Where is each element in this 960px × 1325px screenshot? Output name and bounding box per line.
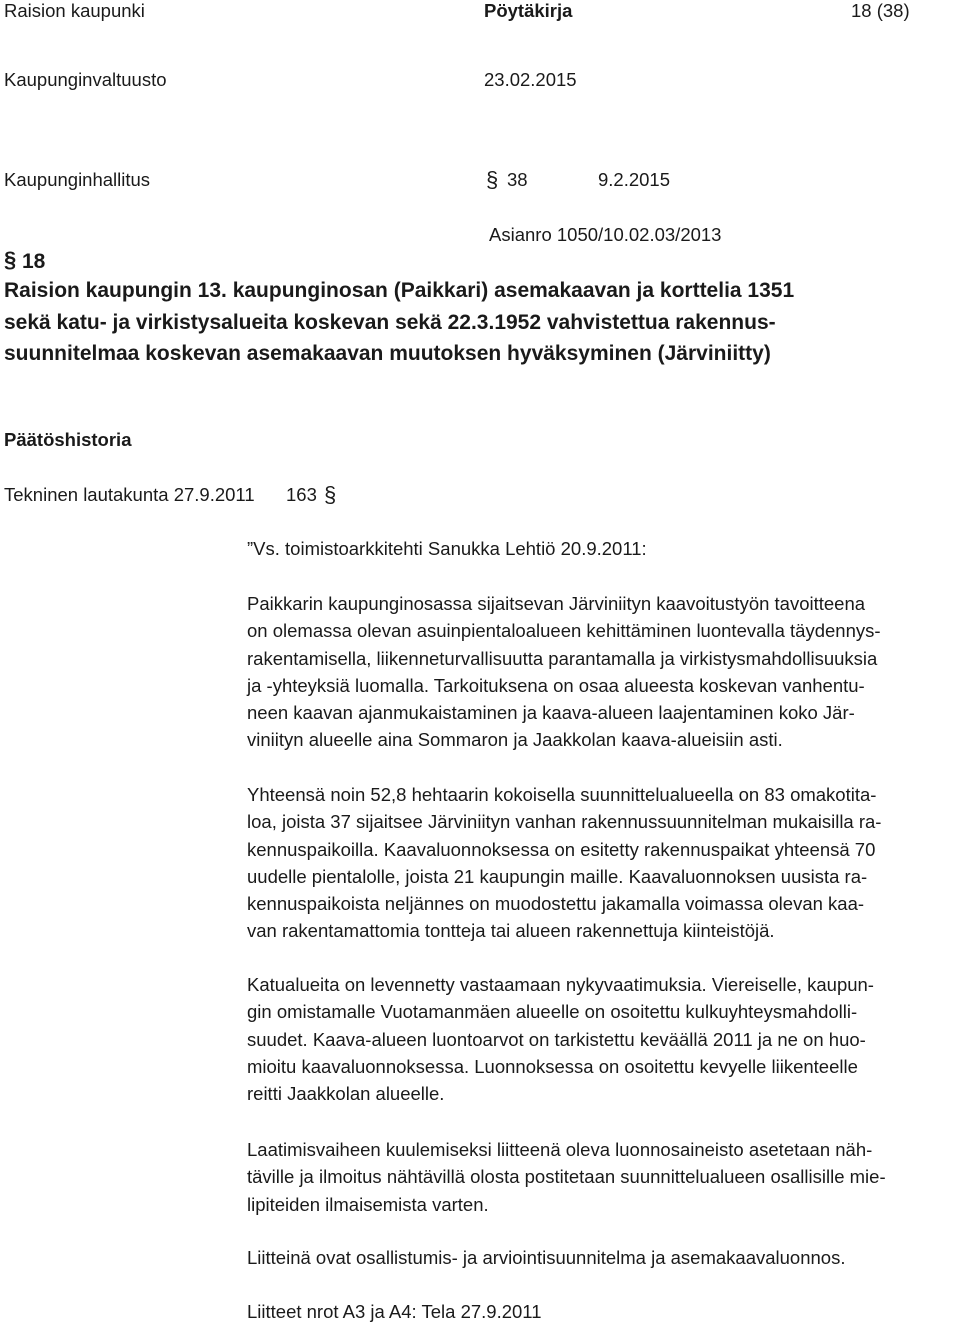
paragraph-line: neen kaavan ajanmukaistaminen ja kaava-alueen laajentaminen koko Jär-: [247, 702, 855, 724]
paragraph-line: reitti Jaakkolan alueelle.: [247, 1083, 445, 1105]
document-type: Pöytäkirja: [484, 0, 573, 21]
paragraph-line: Paikkarin kaupunginosassa sijaitsevan Järviniityn kaavoitustyön tavoitteena: [247, 593, 866, 614]
paragraph-line: mioitu kaavaluonnoksessa. Luonnoksessa on osoitettu kevyelle liikenteelle: [247, 1055, 858, 1077]
paragraph-line: Laatimisvaiheen kuulemiseksi liitteenä oleva luonnosaineisto asetetaan näh-: [247, 1139, 873, 1160]
paragraph-line: suudet. Kaava-alueen luontoarvot on tarkistettu keväällä 2011 ja ne on huo-: [247, 1028, 866, 1050]
paragraph-line: loa, joista 37 sijaitsee Järviniityn vanhan rakennussuunnitelman mukaisilla ra-: [247, 811, 882, 833]
paragraph-line: Liitteinä ovat osallistumis- ja arviointisuunnitelma ja asemakaavaluonnos.: [247, 1247, 846, 1268]
paragraph-line: rakentamisella, liikenneturvallisuutta parantamalla ja virkistysmahdollisuuksia: [247, 647, 878, 669]
paragraph: [247, 1136, 947, 1218]
paragraph-line: ja -yhteyksiä luomalla. Tarkoituksena on osaa alueesta koskevan vanhentu-: [247, 674, 865, 696]
paragraph-line: viniityn alueelle aina Sommaron ja Jaakkolan kaava-alueisiin asti.: [247, 729, 783, 751]
page-number: 18 (38): [851, 0, 910, 21]
paragraph-line: van rakentamattomia tontteja tai alueen rakennettuja kiinteistöjä.: [247, 920, 775, 942]
paragraph-line: Katualueita on levennetty vastaamaan nykyvaatimuksia. Viereiselle, kaupun-: [247, 974, 874, 995]
paragraph-line: Yhteensä noin 52,8 hehtaarin kokoisella suunnittelualueella on 83 omakotita-: [247, 784, 877, 805]
case-number: Asianro 1050/10.02.03/2013: [489, 224, 722, 245]
paragraph-line: on olemassa olevan asuinpientaloalueen kehittäminen luontevalla täydennys-: [247, 620, 881, 642]
board-name: Kaupunginhallitus: [4, 169, 151, 190]
section-sign-icon: §: [486, 167, 499, 192]
paragraph-line: lipiteiden ilmaisemista varten.: [247, 1193, 489, 1215]
paragraph-line: kennuspaikoilla. Kaavaluonnoksessa on esitetty rakennuspaikat yhteensä 70: [247, 838, 876, 860]
presenter-line: ”Vs. toimistoarkkitehti Sanukka Lehtiö 20.9.2011:: [247, 538, 647, 559]
meeting-date: 23.02.2015: [484, 69, 577, 90]
section-number: 18: [22, 250, 46, 273]
history-meeting: Tekninen lautakunta 27.9.2011: [4, 484, 255, 505]
council-name: Kaupunginvaltuusto: [4, 69, 167, 90]
org-name: Raision kaupunki: [4, 0, 145, 21]
section-sign-icon: §: [324, 482, 337, 507]
paragraph: [247, 971, 947, 1107]
history-meeting-number: 163: [286, 484, 317, 505]
section-title-line: Raision kaupungin 13. kaupunginosan (Paikkari) asemakaavan ja korttelia 1351: [4, 279, 795, 302]
section-title-line: suunnitelmaa koskevan asemakaavan muutoksen hyväksyminen (Järviniitty): [4, 342, 771, 365]
board-section-number: 38: [507, 169, 528, 190]
board-date: 9.2.2015: [598, 169, 671, 190]
attachments-line: Liitteet nrot A3 ja A4: Tela 27.9.2011: [247, 1301, 542, 1322]
paragraph-line: kennuspaikoista neljännes on muodostettu jakamalla voimassa olevan kaa-: [247, 893, 865, 915]
section-title-line: sekä katu- ja virkistysalueita koskevan sekä 22.3.1952 vahvistettua rakennus-: [4, 311, 776, 334]
paragraph-line: uudelle pientalolle, joista 21 kaupungin maille. Kaavaluonnoksen uusista ra-: [247, 865, 868, 887]
paragraph-line: gin omistamalle Vuotamanmäen alueelle on osoitettu kulkuyhteysmahdolli-: [247, 1001, 858, 1023]
history-heading: Päätöshistoria: [4, 429, 132, 450]
paragraph: [247, 590, 947, 754]
section-sign-icon: §: [4, 247, 17, 272]
paragraph: [247, 1244, 947, 1271]
paragraph: [247, 1298, 947, 1325]
paragraph-line: täville ja ilmoitus nähtävillä olosta postitetaan suunnittelualueen osallisille mie-: [247, 1166, 886, 1188]
paragraph: [247, 781, 947, 945]
